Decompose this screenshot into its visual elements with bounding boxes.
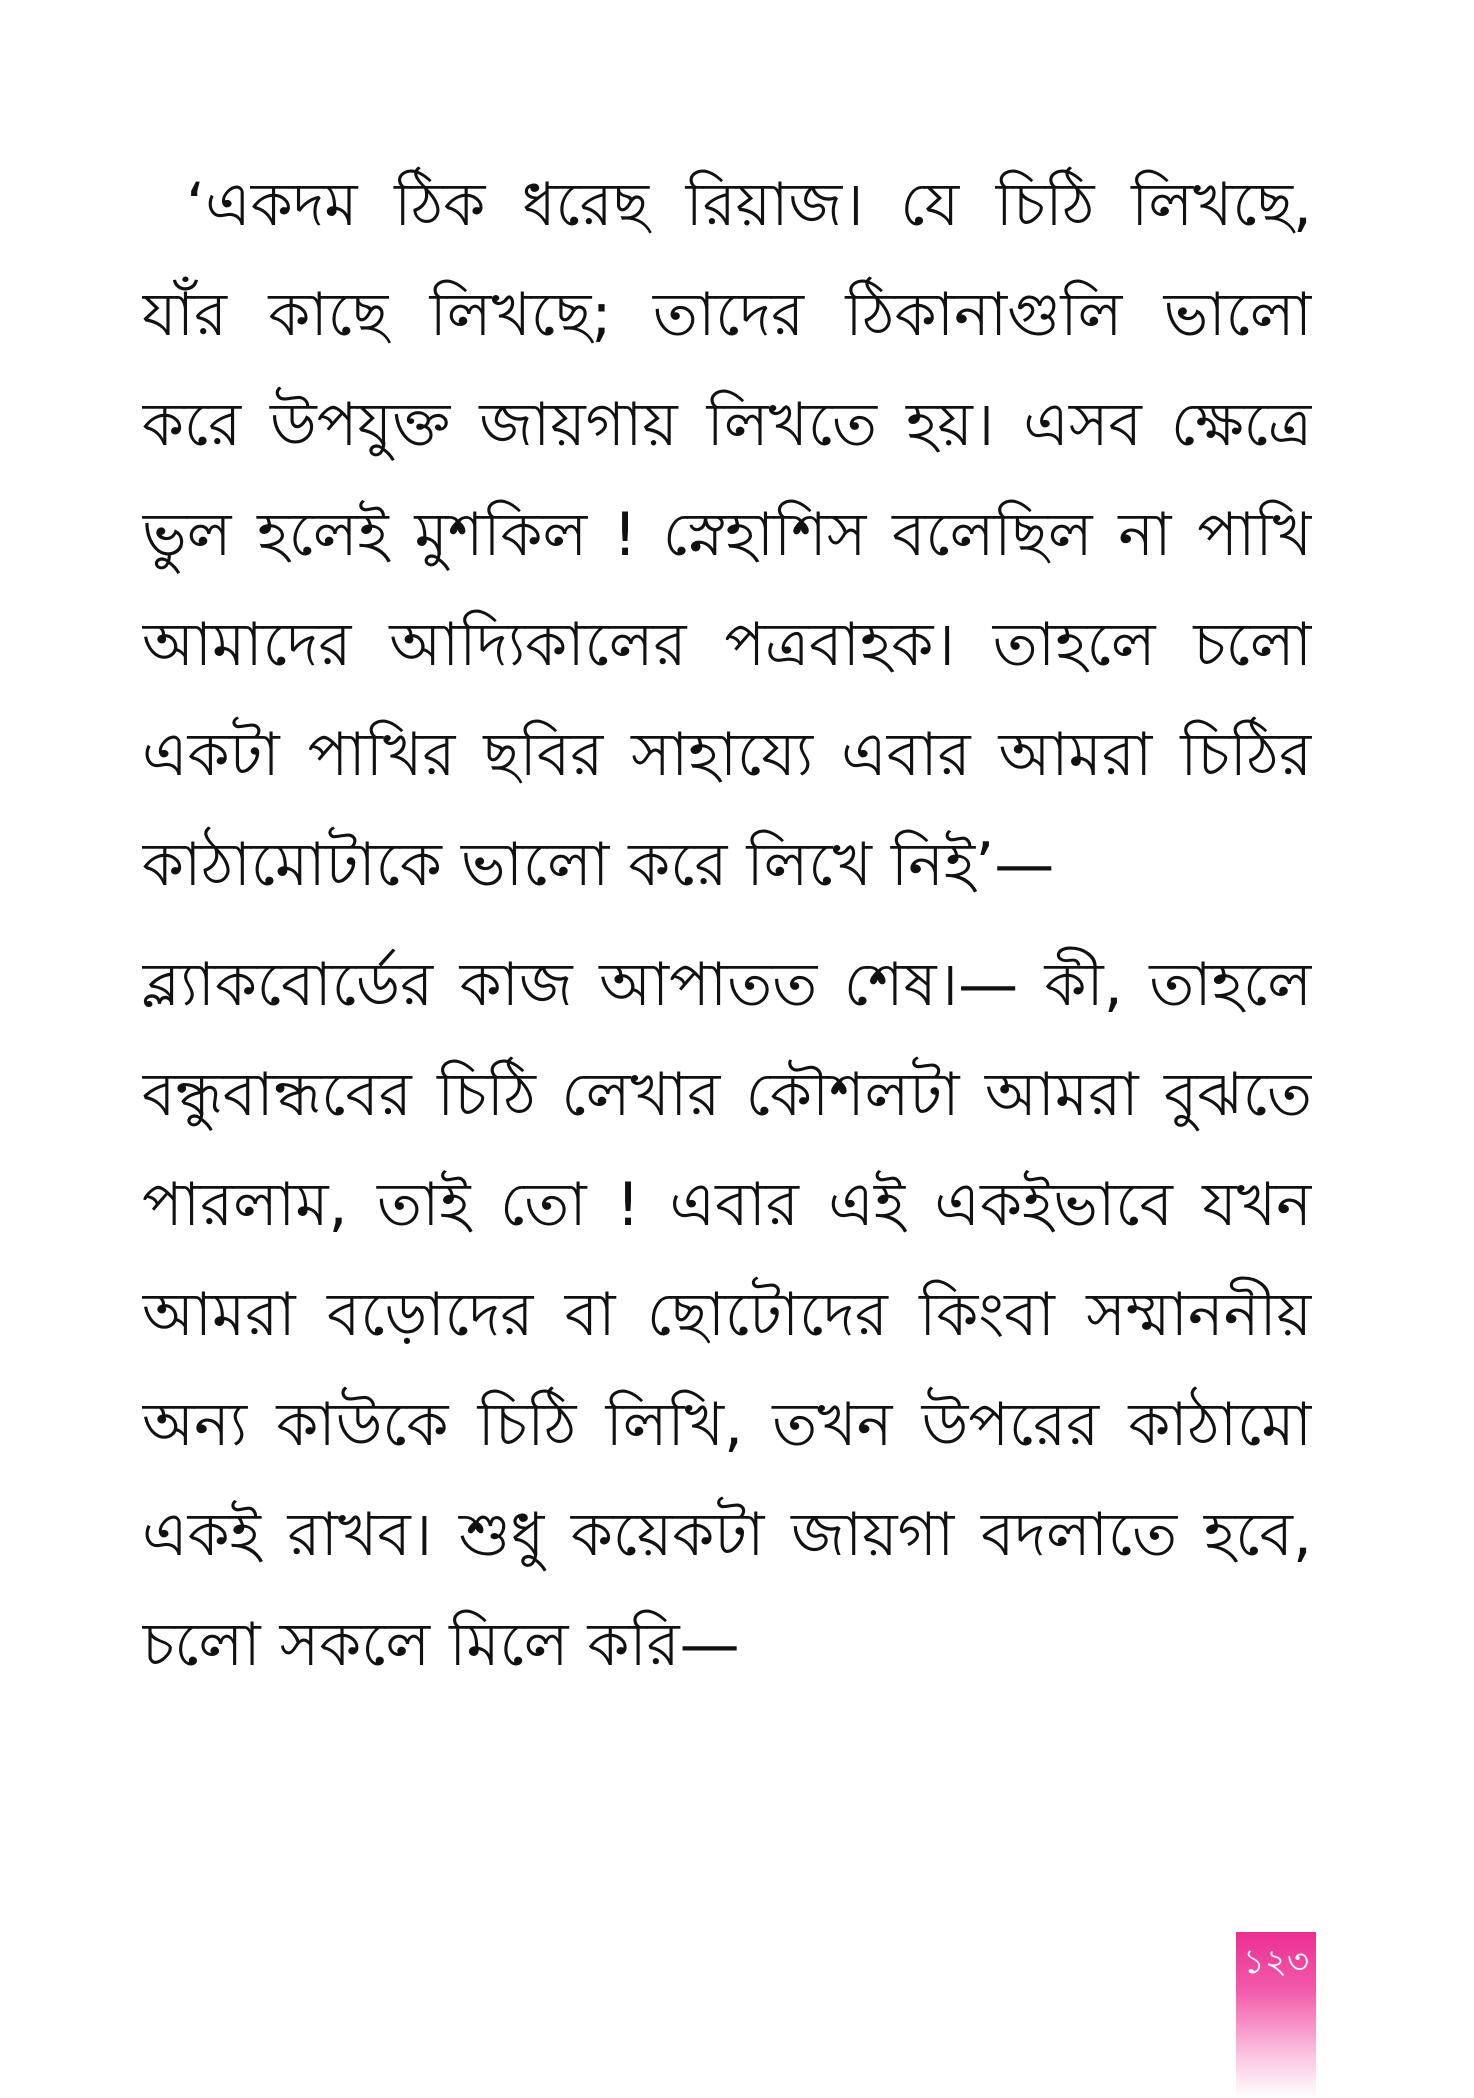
text-line: পারলাম, তাই তো ! এবার এই একইভাবে যখন <box>142 1170 1312 1240</box>
text-line: একই রাখব। শুধু কয়েকটা জায়গা বদলাতে হবে, <box>142 1500 1312 1570</box>
text-line: বন্ধুবান্ধবের চিঠি লেখার কৌশলটা আমরা বুঝতে <box>142 1060 1312 1130</box>
text-line: ব্ল্যাকবোর্ডের কাজ আপাতত শেষ।— কী, তাহলে <box>142 950 1312 1020</box>
text-line: যাঁর কাছে লিখছে; তাদের ঠিকানাগুলি ভালো <box>142 280 1312 350</box>
text-line: কাঠামোটাকে ভালো করে লিখে নিই’— <box>142 830 1055 900</box>
text-line: করে উপযুক্ত জায়গায় লিখতে হয়। এসব ক্ষেত্রে <box>142 390 1312 460</box>
text-line: আমরা বড়োদের বা ছোটোদের কিংবা সম্মাননীয় <box>142 1280 1312 1350</box>
text-line: ‘একদম ঠিক ধরেছ রিয়াজ। যে চিঠি লিখছে, <box>186 170 1312 240</box>
text-line: অন্য কাউকে চিঠি লিখি, তখন উপরের কাঠামো <box>142 1390 1312 1460</box>
text-line: চলো সকলে মিলে করি— <box>142 1610 740 1680</box>
page-number-tab <box>1236 1932 1316 2098</box>
text-line: আমাদের আদ্যিকালের পত্রবাহক। তাহলে চলো <box>142 610 1312 680</box>
text-line: ভুল হলেই মুশকিল ! স্নেহাশিস বলেছিল না পাখি <box>142 500 1312 570</box>
text-line: একটা পাখির ছবির সাহায্যে এবার আমরা চিঠির <box>142 720 1312 790</box>
page-number: ১২৩ <box>1242 1942 1310 1982</box>
